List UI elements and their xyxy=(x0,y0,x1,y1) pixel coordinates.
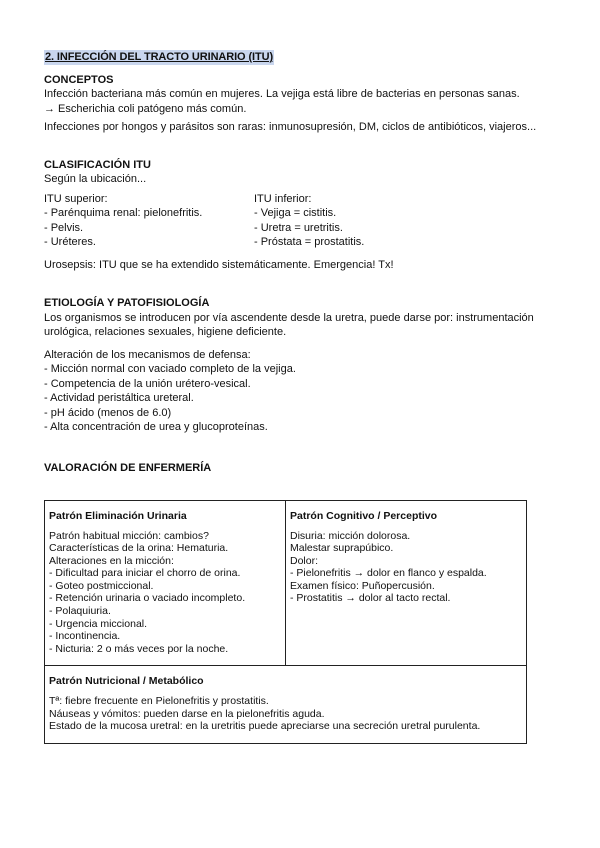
patron-nutricional-cell xyxy=(45,666,527,743)
eliminacion-line: - Retención urinaria o vaciado incompleto. xyxy=(49,592,246,605)
valoracion-table xyxy=(44,500,527,744)
itu-superior-item: - Uréteres. xyxy=(44,236,96,248)
conceptos-line-1: Infección bacteriana más común en mujeres. La vejiga está libre de bacterias en personas sanas. xyxy=(44,88,520,100)
itu-superior-item: - Parénquima renal: pielonefritis. xyxy=(44,207,203,219)
itu-inferior-item: - Uretra = uretritis. xyxy=(254,221,343,234)
itu-inferior-title: ITU inferior: xyxy=(254,192,312,205)
defensa-item: - Alta concentración de urea y glucoproteínas. xyxy=(44,421,268,433)
itu-superior-title: ITU superior: xyxy=(44,192,108,205)
defensa-item: - pH ácido (menos de 6.0) xyxy=(44,406,172,419)
clasificacion-intro: Según la ubicación... xyxy=(44,173,147,185)
section-title: 2. INFECCIÓN DEL TRACTO URINARIO (ITU) xyxy=(45,51,274,63)
nutricional-line: Estado de la mucosa uretral: en la uretritis puede apreciarse una secreción uretral purulenta. xyxy=(49,720,481,733)
conceptos-line-2: → Escherichia coli patógeno más común. xyxy=(44,102,247,115)
valoracion-heading: VALORACIÓN DE ENFERMERÍA xyxy=(44,461,212,474)
cognitivo-line: Malestar suprapúbico. xyxy=(290,542,394,555)
itu-superior xyxy=(44,192,254,250)
eliminacion-line: - Polaquiuria. xyxy=(49,605,111,618)
patron-cognitivo-cell xyxy=(286,501,527,666)
eliminacion-line: - Goteo postmiccional. xyxy=(49,579,154,592)
itu-inferior xyxy=(254,192,474,250)
itu-inferior-item: - Vejiga = cistitis. xyxy=(254,207,337,219)
patron-cognitivo-title: Patrón Cognitivo / Perceptivo xyxy=(290,510,438,522)
etiologia-heading: ETIOLOGÍA Y PATOFISIOLOGÍA xyxy=(44,297,210,309)
eliminacion-line: - Nicturia: 2 o más veces por la noche. xyxy=(49,642,229,655)
cognitivo-line: Disuria: micción dolorosa. xyxy=(290,529,411,542)
cognitivo-line: - Prostatitis → dolor al tacto rectal. xyxy=(290,592,451,605)
defensa-intro: Alteración de los mecanismos de defensa: xyxy=(44,348,251,361)
clasificacion-heading: CLASIFICACIÓN ITU xyxy=(44,158,151,171)
nutricional-line: Náuseas y vómitos: pueden darse en la pielonefritis aguda. xyxy=(49,707,325,720)
defensa-item: - Actividad peristáltica ureteral. xyxy=(44,392,194,404)
defensa-item: - Micción normal con vaciado completo de la vejiga. xyxy=(44,363,296,375)
eliminacion-line: - Dificultad para iniciar el chorro de orina. xyxy=(49,567,241,580)
clasificacion-columns xyxy=(44,192,554,250)
eliminacion-line: Alteraciones en la micción: xyxy=(49,554,174,567)
patron-nutricional-title: Patrón Nutricional / Metabólico xyxy=(49,675,204,688)
eliminacion-line: - Urgencia miccional. xyxy=(49,617,148,630)
etiologia-line-1: Los organismos se introducen por vía ascendente desde la uretra, puede darse por: instrumentación xyxy=(44,311,534,324)
cognitivo-line: - Pielonefritis → dolor en flanco y espalda. xyxy=(290,567,487,580)
itu-superior-item: - Pelvis. xyxy=(44,221,84,234)
nutricional-line: Tª: fiebre frecuente en Pielonefritis y prostatitis. xyxy=(49,694,269,707)
etiologia-line-2: urológica, relaciones sexuales, higiene deficiente. xyxy=(44,326,287,338)
eliminacion-line: Características de la orina: Hematuria. xyxy=(49,542,229,555)
eliminacion-line: - Incontinencia. xyxy=(49,630,121,643)
conceptos-extra: Infecciones por hongos y parásitos son raras: inmunosupresión, DM, ciclos de antibióticos, viajeros... xyxy=(44,121,537,133)
document-page xyxy=(44,50,554,475)
eliminacion-line: Patrón habitual micción: cambios? xyxy=(49,529,209,542)
defensa-item: - Competencia de la unión urétero-vesical. xyxy=(44,377,251,390)
itu-inferior-item: - Próstata = prostatitis. xyxy=(254,236,365,248)
patron-eliminacion-title: Patrón Eliminación Urinaria xyxy=(49,510,187,522)
patron-eliminacion-cell xyxy=(45,501,286,666)
cognitivo-line: Dolor: xyxy=(290,554,319,567)
conceptos-heading: CONCEPTOS xyxy=(44,73,114,86)
urosepsis-note: Urosepsis: ITU que se ha extendido sistemáticamente. Emergencia! Tx! xyxy=(44,258,394,271)
cognitivo-line: Examen físico: Puñopercusión. xyxy=(290,579,435,592)
